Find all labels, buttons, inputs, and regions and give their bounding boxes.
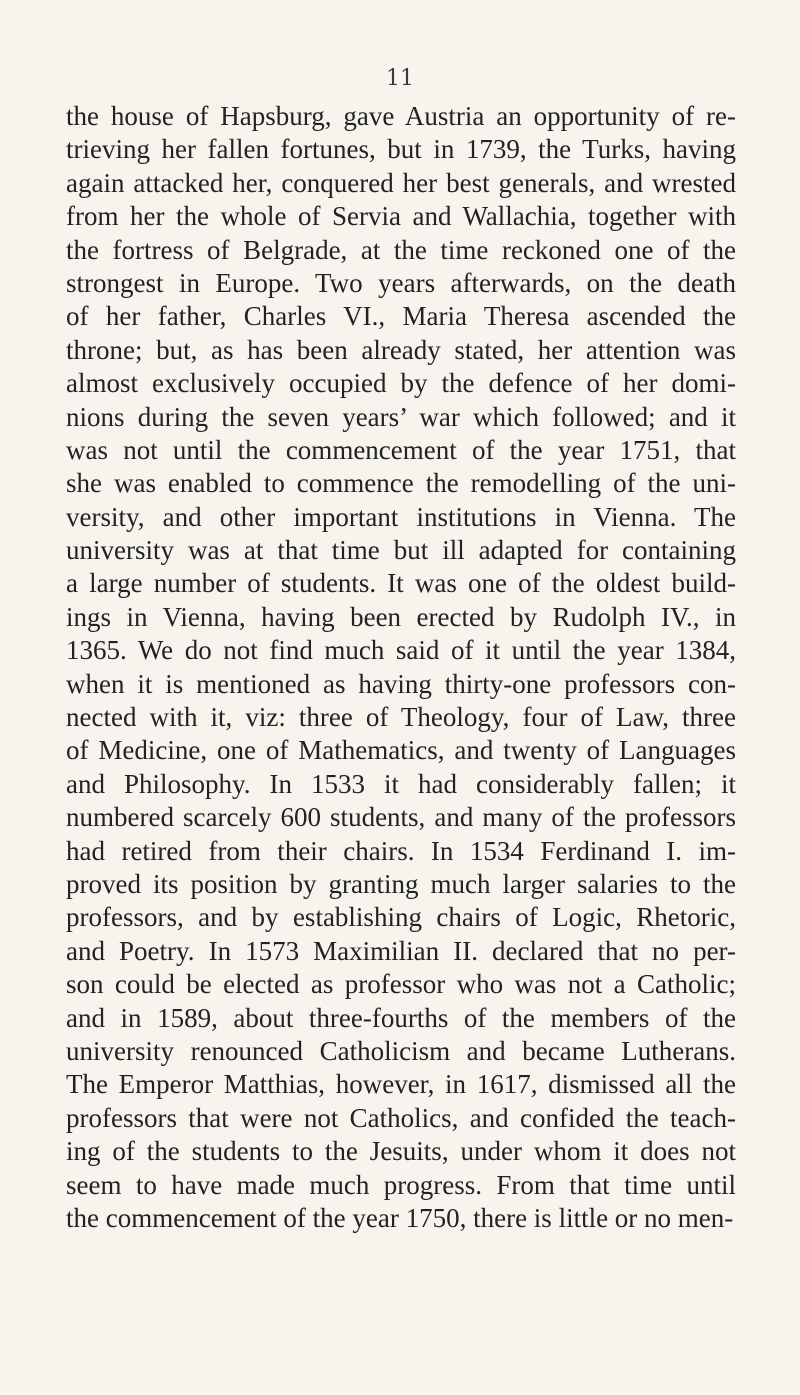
text-line: the fortress of Belgrade, at the time reckoned one of the — [66, 234, 736, 265]
text-line: ing of the students to the Jesuits, under whom it does not — [66, 1136, 736, 1167]
text-line: nected with it, viz: three of Theology, four of Law, three — [66, 702, 736, 733]
text-line: was not until the commencement of the year 1751, that — [66, 434, 736, 465]
text-line: versity, and other important institutions in Vienna. The — [66, 501, 736, 532]
text-line: and Poetry. In 1573 Maximilian II. declared that no per- — [66, 935, 736, 966]
text-line: a large number of students. It was one of the oldest build- — [66, 568, 736, 599]
text-line: had retired from their chairs. In 1534 Ferdinand I. im- — [66, 835, 736, 866]
text-line: university renounced Catholicism and became Lutherans. — [66, 1035, 736, 1066]
text-line: ings in Vienna, having been erected by Rudolph IV., in — [66, 601, 736, 632]
text-line: from her the whole of Servia and Wallachia, together with — [66, 201, 736, 232]
text-line: of Medicine, one of Mathematics, and twenty of Languages — [66, 735, 736, 766]
text-line: proved its position by granting much larger salaries to the — [66, 868, 736, 899]
text-line: of her father, Charles VI., Maria Theresa ascended the — [66, 301, 736, 332]
text-line: when it is mentioned as having thirty-one professors con- — [66, 668, 736, 699]
text-line: professors, and by establishing chairs of Logic, Rhetoric, — [66, 902, 736, 933]
text-line: seem to have made much progress. From that time until — [66, 1169, 736, 1200]
text-line: and Philosophy. In 1533 it had considerably fallen; it — [66, 768, 736, 799]
text-line: university was at that time but ill adapted for containing — [66, 535, 736, 566]
text-line: numbered scarcely 600 students, and many of the professors — [66, 802, 736, 833]
text-line: The Emperor Matthias, however, in 1617, dismissed all the — [66, 1069, 736, 1100]
text-line: the commencement of the year 1750, there is little or no men- — [66, 1202, 734, 1233]
text-line: almost exclusively occupied by the defence of her domi- — [66, 368, 736, 399]
text-line: strongest in Europe. Two years afterwards, on the death — [66, 267, 736, 298]
body-paragraph — [66, 100, 736, 1235]
page-number: 11 — [386, 66, 414, 91]
text-line: trieving her fallen fortunes, but in 1739, the Turks, having — [66, 134, 736, 165]
text-line: and in 1589, about three-fourths of the members of the — [66, 1002, 736, 1033]
text-line: she was enabled to commence the remodelling of the uni- — [66, 468, 736, 499]
text-line: professors that were not Catholics, and confided the teach- — [66, 1102, 736, 1133]
text-line: nions during the seven years’ war which followed; and it — [66, 401, 736, 432]
text-line: 1365. We do not find much said of it until the year 1384, — [66, 635, 736, 666]
text-line: throne; but, as has been already stated, her attention was — [66, 334, 736, 365]
text-line: the house of Hapsburg, gave Austria an opportunity of re- — [66, 101, 736, 131]
text-line: again attacked her, conquered her best generals, and wrested — [66, 167, 736, 198]
text-line: son could be elected as professor who was not a Catholic; — [66, 969, 736, 1000]
